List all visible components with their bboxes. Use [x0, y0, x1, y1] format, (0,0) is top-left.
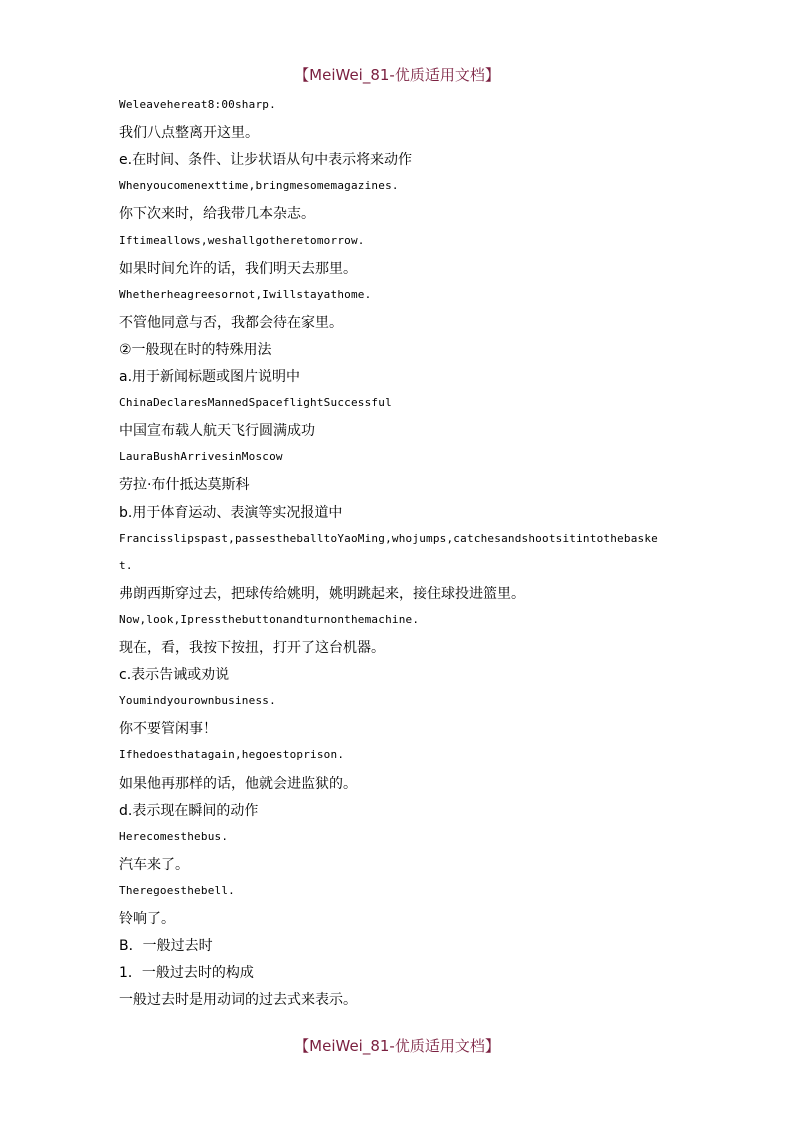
chinese-text-line: B．一般过去时 [119, 938, 213, 955]
chinese-text-line: 弗朗西斯穿过去，把球传给姚明，姚明跳起来，接住球投进篮里。 [119, 585, 525, 602]
chinese-text-line: a.用于新闻标题或图片说明中 [119, 369, 301, 385]
english-example-line: Weleavehereat8:00sharp. [119, 98, 276, 111]
chinese-text-line: 不管他同意与否，我都会待在家里。 [119, 314, 343, 331]
english-example-line: Whetherheagreesornot,Iwillstayathome. [119, 287, 372, 301]
chinese-text-line: 汽车来了。 [119, 856, 189, 873]
english-example-line: Iftimeallows,weshallgotheretomorrow. [119, 233, 365, 247]
english-example-line: Herecomesthebus. [119, 829, 229, 843]
chinese-text-line: 1．一般过去时的构成 [119, 965, 254, 982]
chinese-text-line: 劳拉·布什抵达莫斯科 [119, 477, 250, 494]
chinese-text-line: ②一般现在时的特殊用法 [119, 341, 272, 358]
english-example-line: t. [119, 558, 133, 572]
chinese-text-line: 中国宣布载人航天飞行圆满成功 [119, 423, 315, 440]
english-example-line: Francisslipspast,passestheballtoYaoMing,whojumps,catchesandshootsitintothebaske [119, 531, 658, 545]
chinese-text-line: d.表示现在瞬间的动作 [119, 802, 259, 819]
page-footer: 【MeiWei_81-优质适用文档】 [294, 1037, 500, 1055]
chinese-text-line: 你下次来时，给我带几本杂志。 [119, 206, 315, 223]
chinese-text-line: 如果他再那样的话，他就会进监狱的。 [119, 775, 357, 792]
english-example-line: LauraBushArrivesinMoscow [119, 450, 283, 464]
english-example-line: Youmindyourownbusiness. [119, 694, 276, 708]
chinese-text-line: 我们八点整离开这里。 [119, 125, 259, 142]
english-example-line: Theregoesthebell. [119, 883, 235, 897]
chinese-text-line: 如果时间允许的话，我们明天去那里。 [119, 260, 357, 277]
chinese-text-line: e.在时间、条件、让步状语从句中表示将来动作 [119, 152, 413, 169]
chinese-text-line: 铃响了。 [119, 911, 175, 927]
english-example-line: Whenyoucomenexttime,bringmesomemagazines. [119, 179, 399, 193]
english-example-line: ChinaDeclaresMannedSpaceflightSuccessful [119, 396, 392, 410]
english-example-line: Ifhedoesthatagain,hegoestoprison. [119, 748, 345, 762]
chinese-text-line: b.用于体育运动、表演等实况报道中 [119, 504, 343, 521]
chinese-text-line: 一般过去时是用动词的过去式来表示。 [119, 992, 357, 1009]
page-header: 【MeiWei_81-优质适用文档】 [294, 66, 500, 84]
chinese-text-line: c.表示告诫或劝说 [119, 667, 230, 684]
chinese-text-line: 现在，看，我按下按扭，打开了这台机器。 [119, 640, 385, 656]
english-example-line: Now,look,Ipressthebuttonandturnonthemachine. [119, 612, 420, 626]
chinese-text-line: 你不要管闲事！ [119, 721, 217, 738]
